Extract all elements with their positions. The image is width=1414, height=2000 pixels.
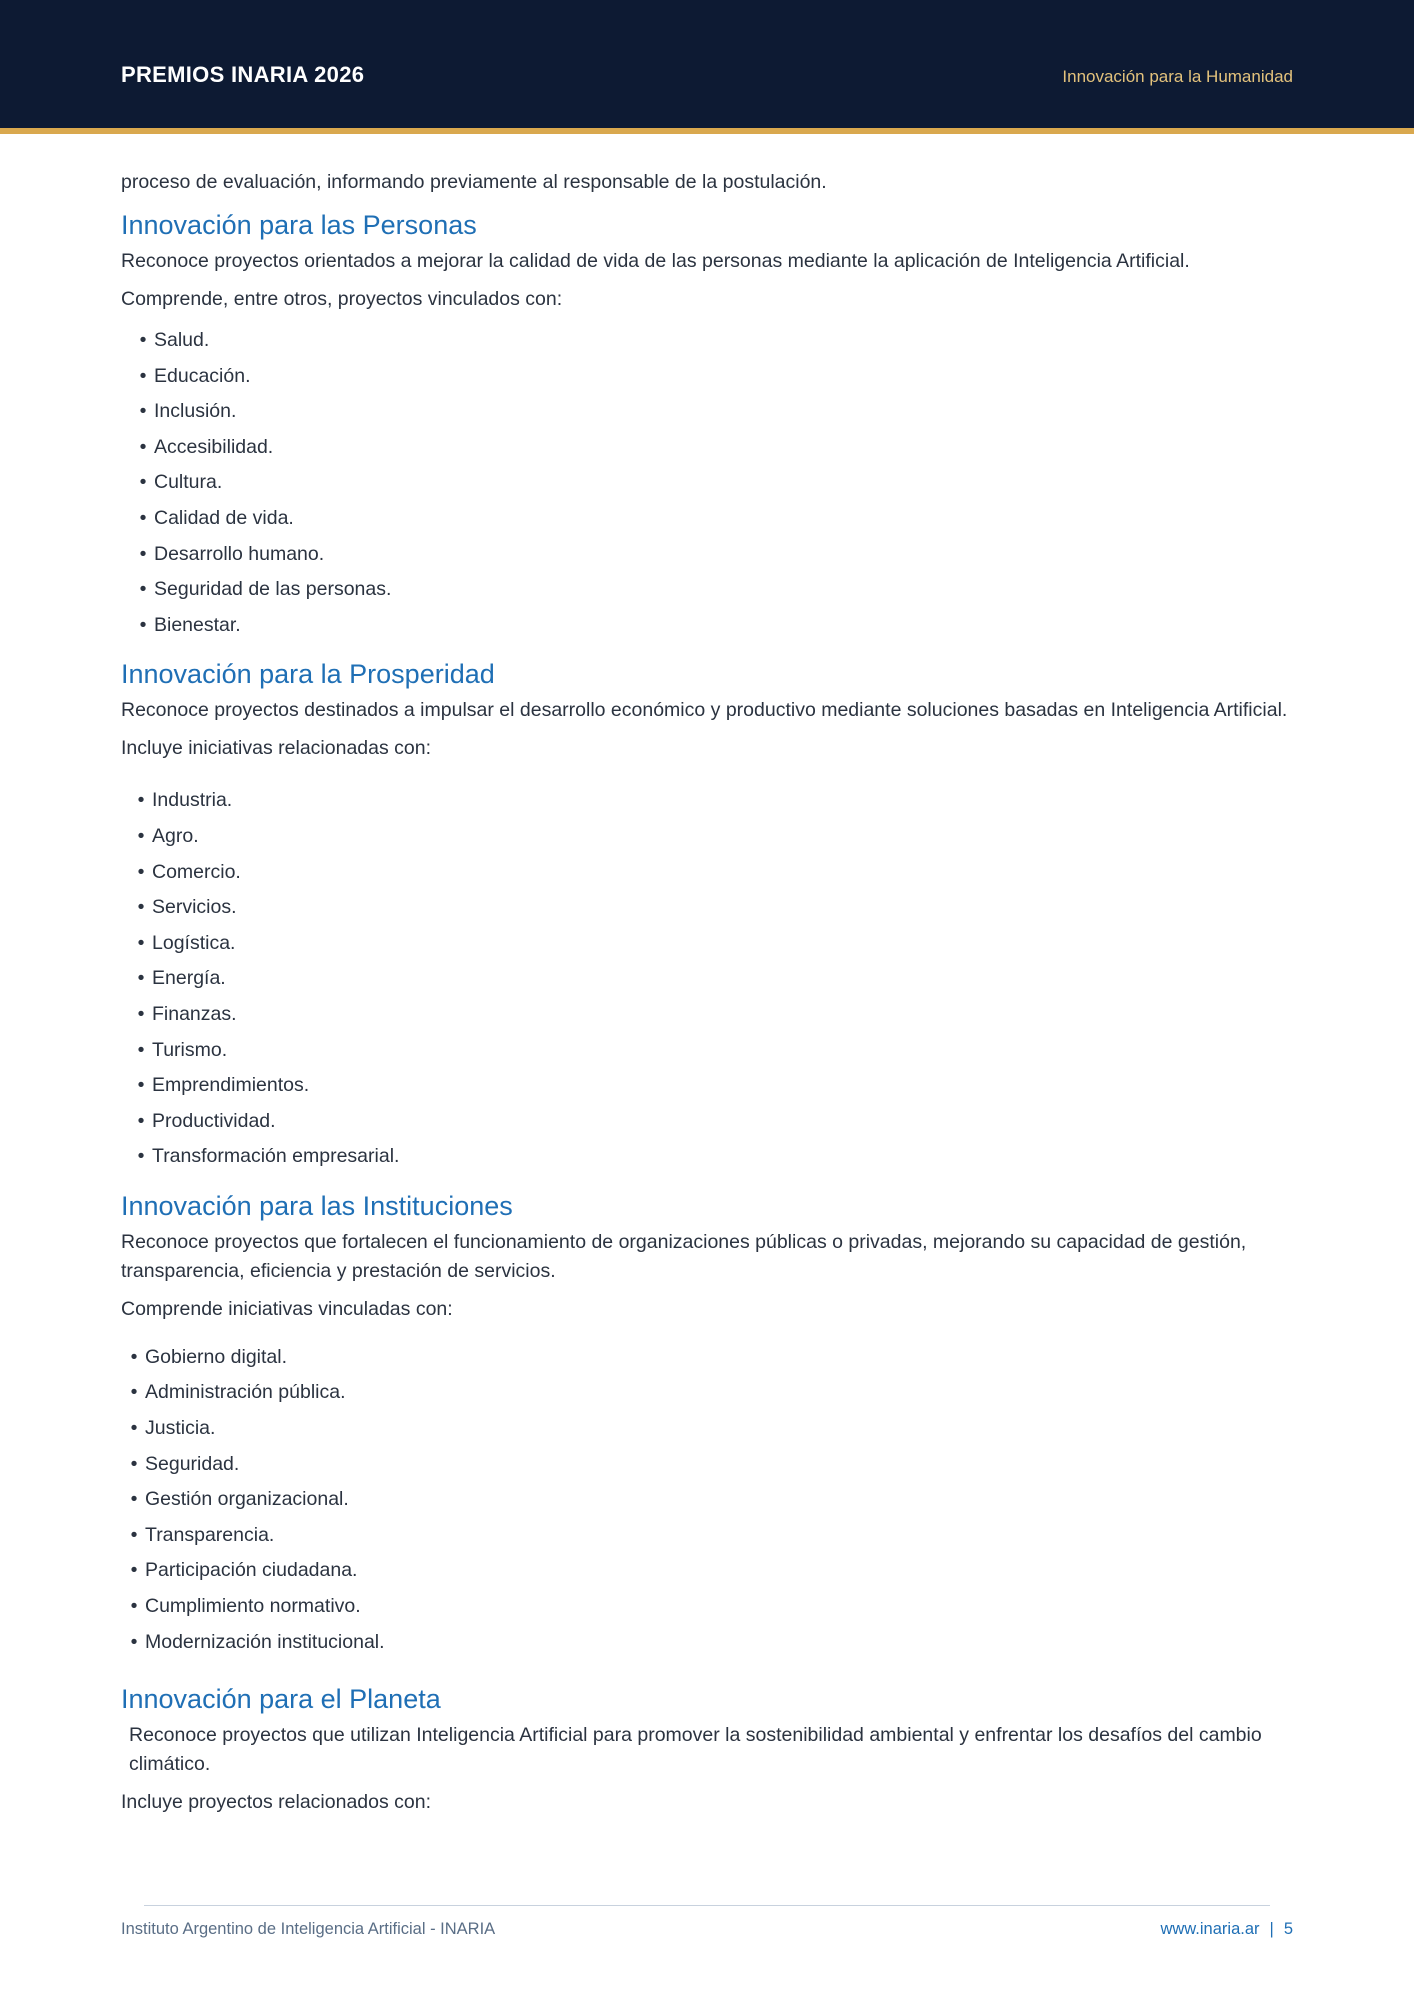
bullet-icon: •	[137, 896, 145, 919]
bullet-icon: •	[139, 435, 147, 458]
bullet-icon: •	[137, 1002, 145, 1025]
bullet-icon: •	[130, 1381, 138, 1404]
footer-organization: Instituto Argentino de Inteligencia Artificial - INARIA	[121, 1920, 496, 1938]
section-list-intro: Comprende iniciativas vinculadas con:	[121, 1297, 453, 1320]
section-title-planeta: Innovación para el Planeta	[121, 1684, 441, 1715]
section-description: Reconoce proyectos orientados a mejorar la calidad de vida de las personas mediante la aplicación de Inteligencia Artificial.	[121, 250, 1190, 272]
list-item: • Agro.	[133, 819, 1293, 855]
section-list-intro: Incluye iniciativas relacionadas con:	[121, 737, 432, 760]
footer-divider	[144, 1905, 1270, 1906]
list-item: • Comercio.	[133, 855, 1293, 891]
bullet-icon: •	[130, 1559, 138, 1582]
document-body	[121, 168, 1293, 1826]
list-item: • Modernización institucional.	[126, 1625, 1293, 1661]
list-item: • Cumplimiento normativo.	[126, 1589, 1293, 1625]
list-item: • Justicia.	[126, 1411, 1293, 1447]
bullet-icon: •	[130, 1345, 138, 1368]
bullet-icon: •	[137, 789, 145, 812]
bullet-icon: •	[139, 471, 147, 494]
list-item: • Emprendimientos.	[133, 1068, 1293, 1104]
bullet-icon: •	[139, 506, 147, 529]
bullet-icon: •	[139, 400, 147, 423]
bullet-icon: •	[137, 1109, 145, 1132]
list-item: • Desarrollo humano.	[135, 537, 1293, 573]
list-item: • Seguridad de las personas.	[135, 572, 1293, 608]
bullet-icon: •	[137, 931, 145, 954]
bullet-icon: •	[130, 1523, 138, 1546]
section-list-intro: Incluye proyectos relacionados con:	[121, 1791, 432, 1814]
bullet-icon: •	[139, 364, 147, 387]
list-item: • Accesibilidad.	[135, 430, 1293, 466]
header-accent-line	[0, 128, 1414, 134]
list-item: • Cultura.	[135, 465, 1293, 501]
list-item: • Finanzas.	[133, 997, 1293, 1033]
footer-separator: |	[1269, 1920, 1274, 1938]
footer-right	[1160, 1920, 1293, 1939]
list-item: • Industria.	[133, 783, 1293, 819]
section-description: Reconoce proyectos que utilizan Inteligencia Artificial para promover la sostenibilidad ambiental y enfrentar los desafíos del cambio climático.	[129, 1724, 1262, 1776]
page-number: 5	[1283, 1920, 1293, 1938]
bullet-list-instituciones	[121, 1340, 1293, 1660]
bullet-icon: •	[130, 1417, 138, 1440]
bullet-list-prosperidad	[121, 783, 1293, 1175]
list-item: • Logística.	[133, 926, 1293, 962]
bullet-icon: •	[137, 1038, 145, 1061]
bullet-icon: •	[137, 860, 145, 883]
intro-paragraph: proceso de evaluación, informando previamente al responsable de la postulación.	[121, 171, 827, 193]
list-item: • Salud.	[135, 323, 1293, 359]
bullet-icon: •	[137, 1074, 145, 1097]
list-item: • Transformación empresarial.	[133, 1139, 1293, 1175]
bullet-icon: •	[130, 1488, 138, 1511]
bullet-icon: •	[137, 824, 145, 847]
list-item: • Energía.	[133, 961, 1293, 997]
bullet-icon: •	[130, 1630, 138, 1653]
bullet-icon: •	[130, 1452, 138, 1475]
list-item: • Calidad de vida.	[135, 501, 1293, 537]
bullet-icon: •	[139, 613, 147, 636]
section-title-prosperidad: Innovación para la Prosperidad	[121, 659, 495, 690]
list-item: • Inclusión.	[135, 394, 1293, 430]
bullet-icon: •	[137, 967, 145, 990]
list-item: • Administración pública.	[126, 1375, 1293, 1411]
section-title-personas: Innovación para las Personas	[121, 210, 477, 240]
section-description: Reconoce proyectos que fortalecen el funcionamiento de organizaciones públicas o privadas, mejorando su capacidad de gestión, transparencia, eficiencia y prestación de servicios.	[121, 1230, 1247, 1282]
bullet-list-personas	[121, 323, 1293, 643]
list-item: • Servicios.	[133, 890, 1293, 926]
list-item: • Turismo.	[133, 1033, 1293, 1069]
page-header	[0, 0, 1414, 128]
list-item: • Gestión organizacional.	[126, 1482, 1293, 1518]
header-brand: PREMIOS INARIA 2026	[121, 62, 365, 87]
list-item: • Productividad.	[133, 1104, 1293, 1140]
bullet-icon: •	[137, 1145, 145, 1168]
bullet-icon: •	[139, 578, 147, 601]
bullet-icon: •	[139, 329, 147, 351]
bullet-icon: •	[139, 542, 147, 565]
footer-website-link[interactable]: www.inaria.ar	[1160, 1920, 1260, 1938]
list-item: • Seguridad.	[126, 1447, 1293, 1483]
list-item: • Gobierno digital.	[126, 1340, 1293, 1376]
section-title-instituciones: Innovación para las Instituciones	[121, 1190, 513, 1221]
bullet-icon: •	[130, 1595, 138, 1618]
list-item: • Participación ciudadana.	[126, 1553, 1293, 1589]
section-description: Reconoce proyectos destinados a impulsar el desarrollo económico y productivo mediante soluciones basadas en Inteligencia Artificial.	[121, 699, 1288, 722]
section-list-intro: Comprende, entre otros, proyectos vinculados con:	[121, 288, 563, 310]
header-tagline: Innovación para la Humanidad	[1062, 67, 1293, 86]
list-item: • Transparencia.	[126, 1518, 1293, 1554]
list-item: • Bienestar.	[135, 608, 1293, 644]
list-item: • Educación.	[135, 359, 1293, 395]
